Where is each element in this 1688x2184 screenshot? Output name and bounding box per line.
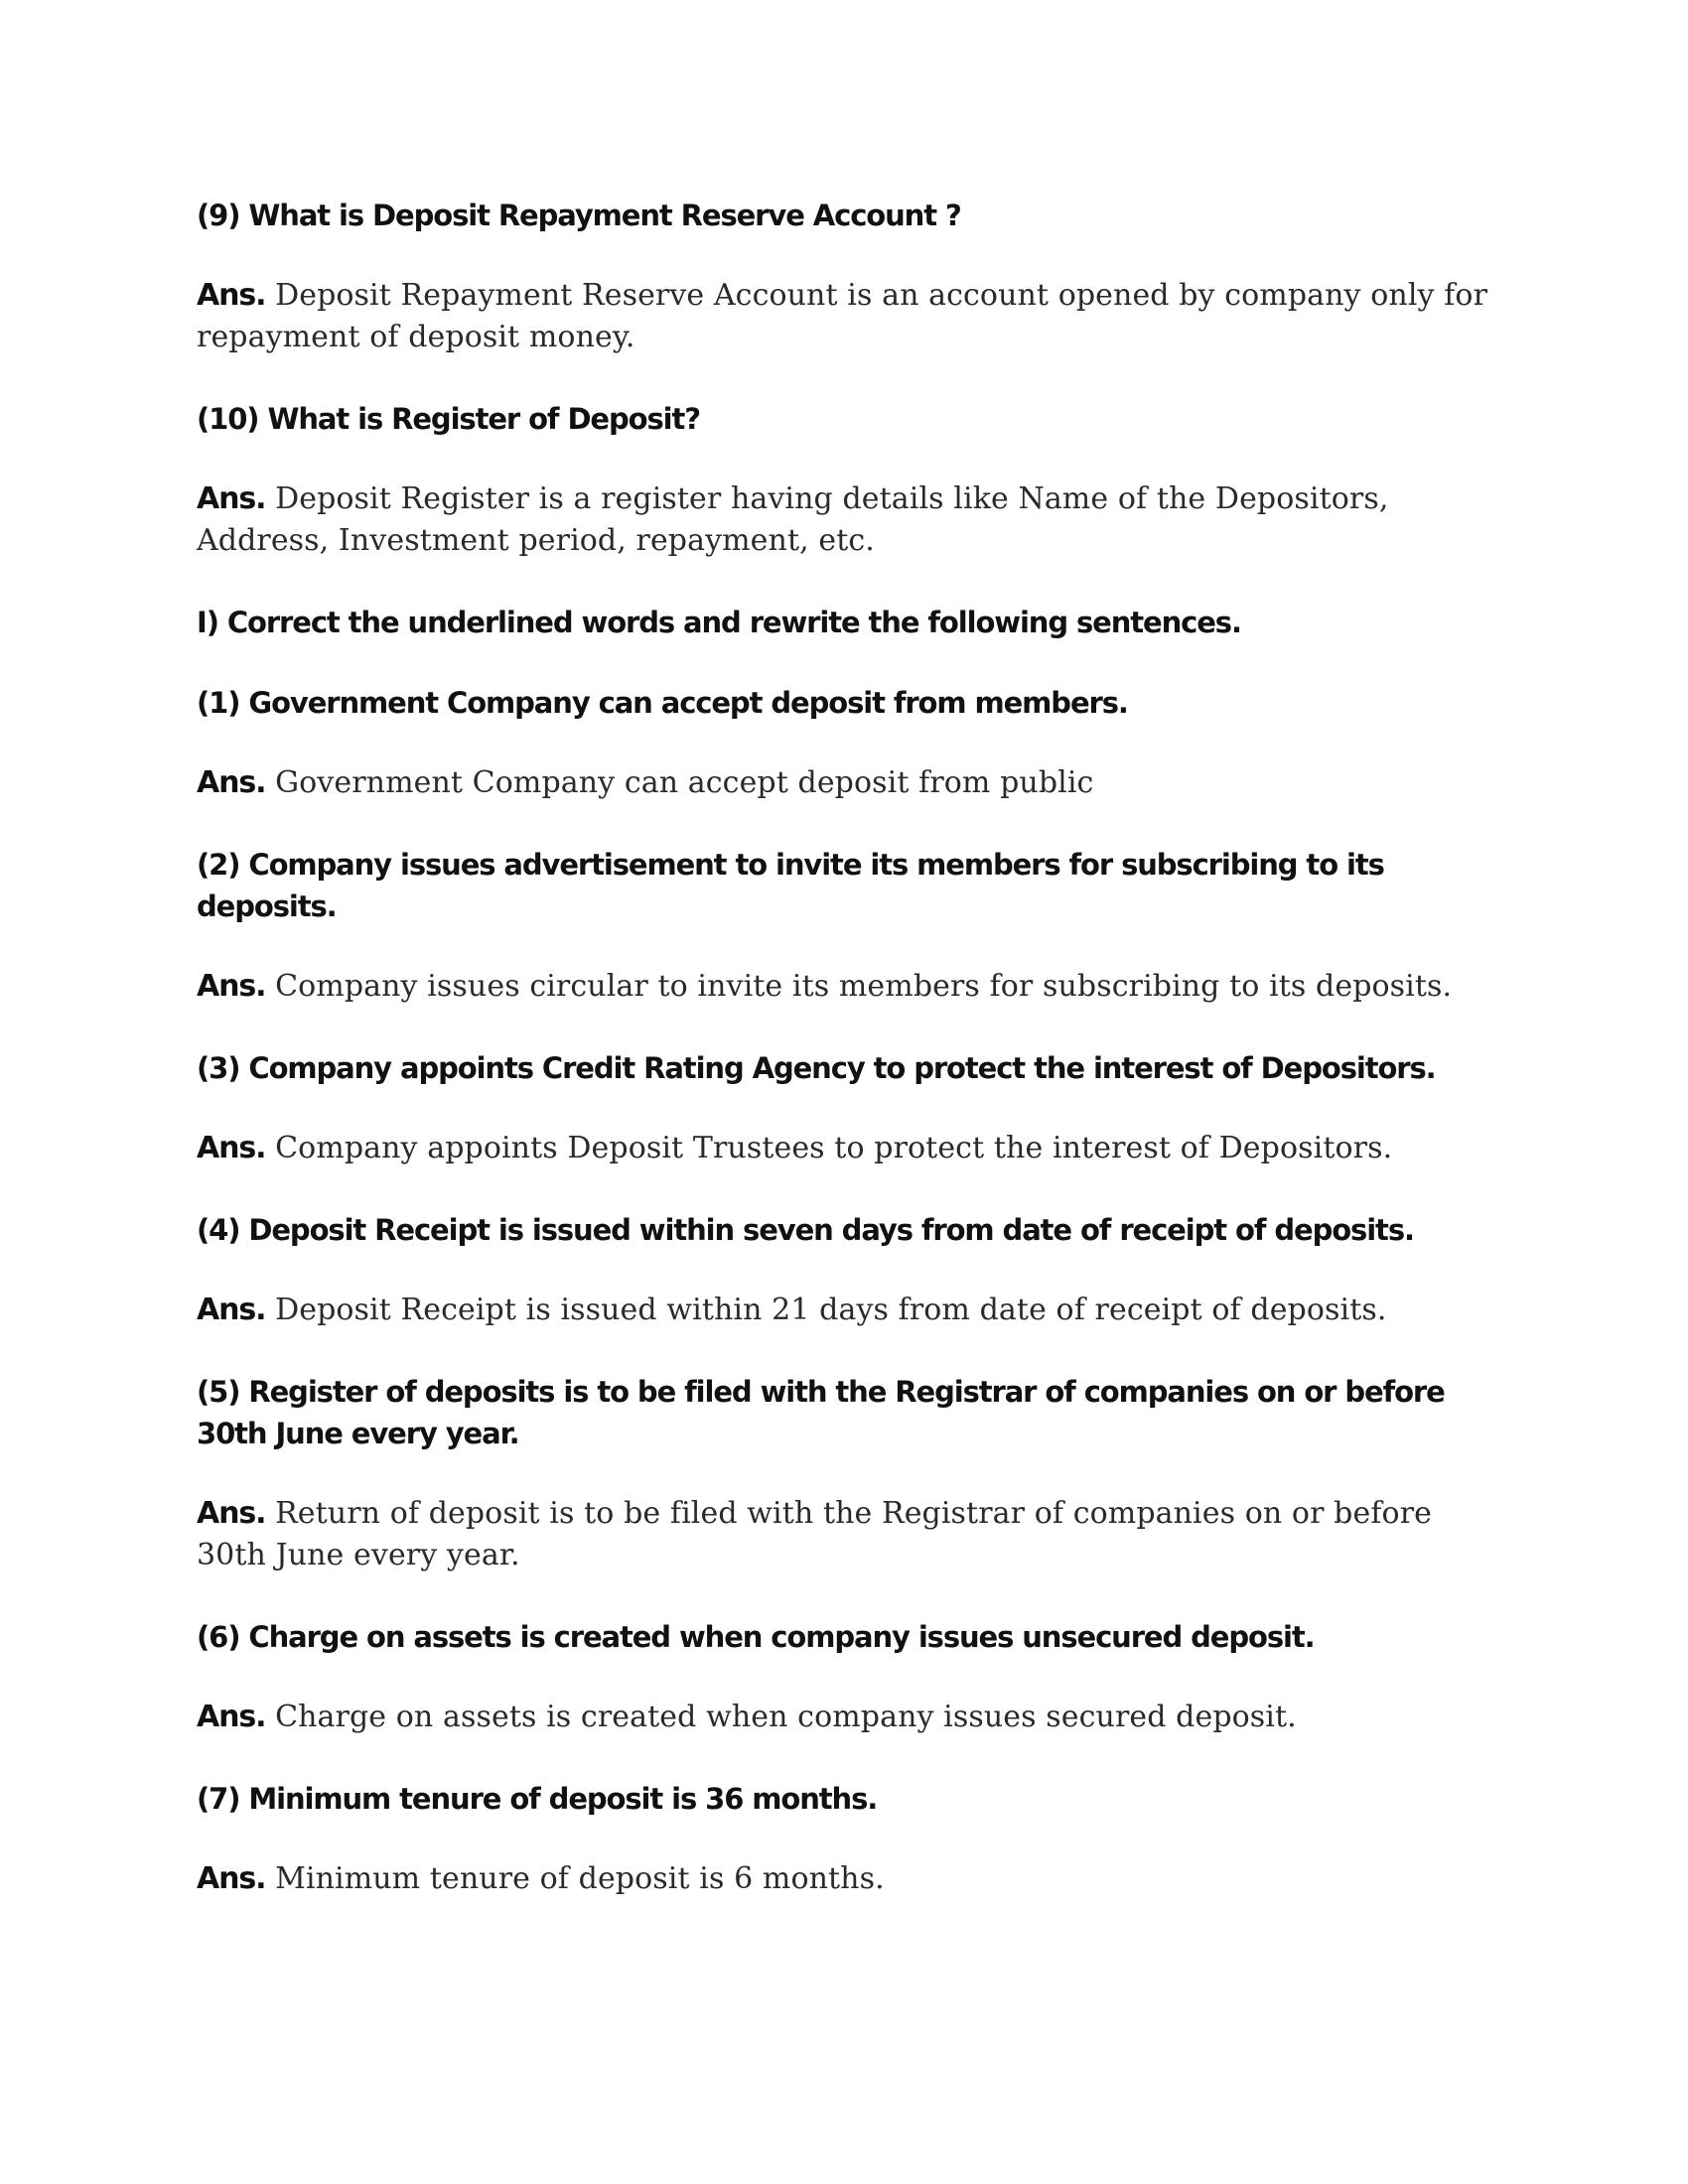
question-9: (9) What is Deposit Repayment Reserve Account ? <box>197 199 961 232</box>
ans-label: Ans. <box>197 969 266 1004</box>
answer-5 <box>197 1493 1507 1576</box>
answer-7 <box>197 1858 1507 1900</box>
question-6: (6) Charge on assets is created when company issues unsecured deposit. <box>197 1620 1315 1654</box>
answer-text: Government Company can accept deposit from public <box>275 765 1094 800</box>
question-4: (4) Deposit Receipt is issued within seven days from date of receipt of deposits. <box>197 1213 1414 1247</box>
answer-text: Return of deposit is to be filed with the Registrar of companies on or before 30th June every year. <box>197 1496 1432 1572</box>
question-3: (3) Company appoints Credit Rating Agency to protect the interest of Depositors. <box>197 1051 1436 1085</box>
ans-label: Ans. <box>197 1700 266 1734</box>
ans-label: Ans. <box>197 1293 266 1327</box>
answer-2 <box>197 966 1507 1008</box>
answer-text: Company appoints Deposit Trustees to protect the interest of Depositors. <box>275 1131 1393 1165</box>
ans-label: Ans. <box>197 765 266 800</box>
question-10: (10) What is Register of Deposit? <box>197 402 700 436</box>
ans-label: Ans. <box>197 278 266 313</box>
answer-text: Minimum tenure of deposit is 6 months. <box>275 1861 885 1896</box>
answer-3 <box>197 1128 1507 1169</box>
answer-text: Company issues circular to invite its members for subscribing to its deposits. <box>275 969 1453 1004</box>
ans-label: Ans. <box>197 481 266 516</box>
question-2: (2) Company issues advertisement to invite its members for subscribing to its deposits. <box>197 848 1384 923</box>
ans-label: Ans. <box>197 1861 266 1896</box>
answer-4 <box>197 1290 1507 1331</box>
answer-9 <box>197 275 1507 358</box>
answer-6 <box>197 1697 1507 1738</box>
document-page <box>197 195 1507 1940</box>
answer-1 <box>197 762 1507 804</box>
answer-text: Deposit Register is a register having details like Name of the Depositors, Address, Investment period, repayment, etc. <box>197 481 1389 558</box>
answer-text: Charge on assets is created when company issues secured deposit. <box>275 1700 1297 1734</box>
question-5: (5) Register of deposits is to be filed with the Registrar of companies on or before 30th June every year. <box>197 1375 1445 1450</box>
section-heading: I) Correct the underlined words and rewrite the following sentences. <box>197 606 1241 639</box>
question-7: (7) Minimum tenure of deposit is 36 months. <box>197 1782 878 1816</box>
answer-text: Deposit Repayment Reserve Account is an account opened by company only for repayment of deposit money. <box>197 278 1488 354</box>
question-1: (1) Government Company can accept deposit from members. <box>197 686 1128 720</box>
answer-text: Deposit Receipt is issued within 21 days from date of receipt of deposits. <box>275 1293 1387 1327</box>
answer-10 <box>197 478 1507 562</box>
ans-label: Ans. <box>197 1131 266 1165</box>
ans-label: Ans. <box>197 1496 266 1531</box>
